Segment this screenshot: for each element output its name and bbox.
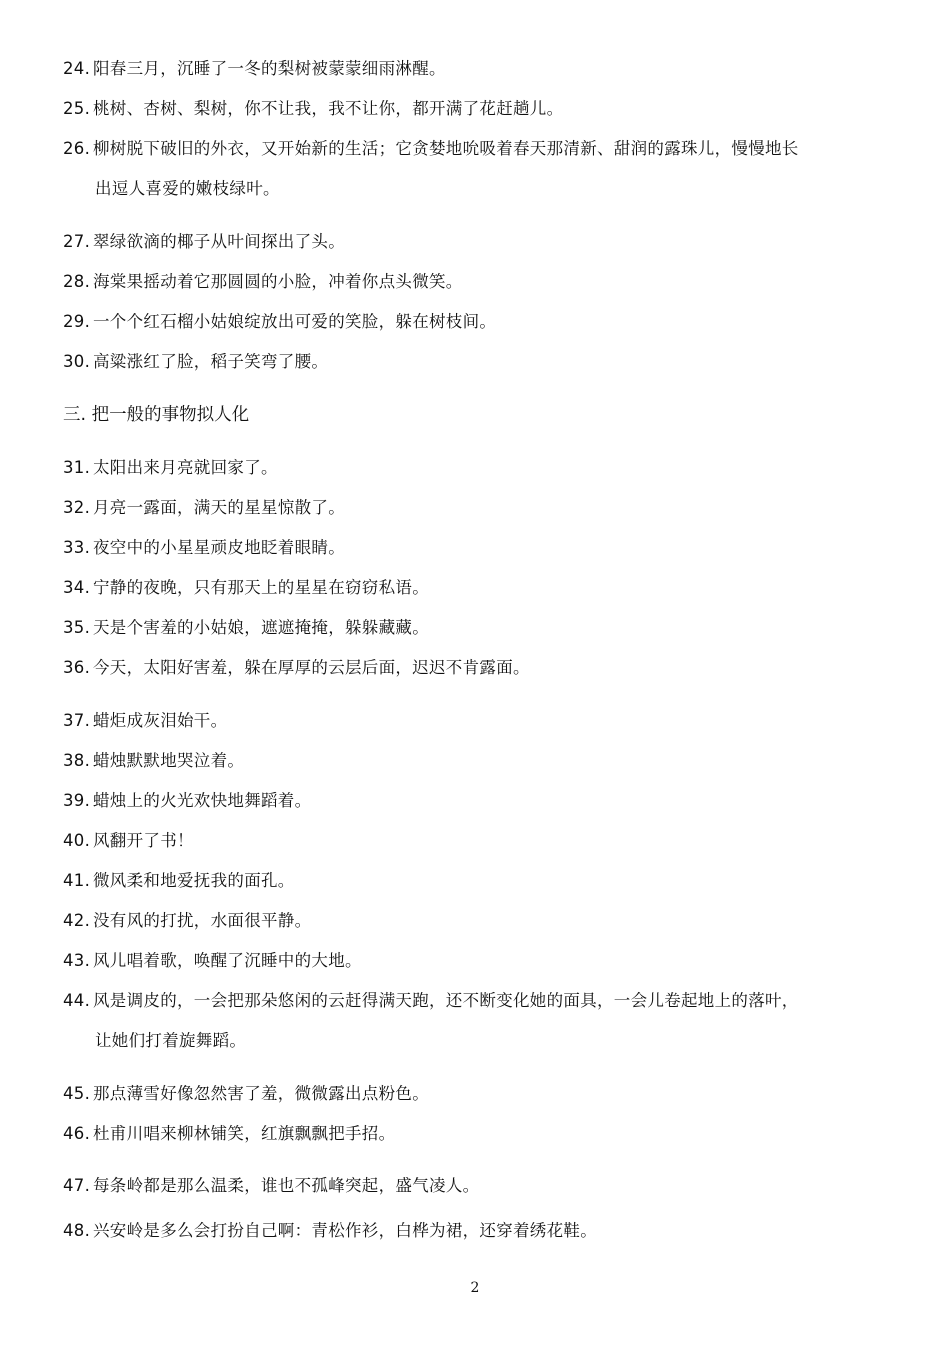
list-item: 39. 蜡烛上的火光欢快地舞蹈着。 [63, 791, 312, 810]
list-item: 43. 风儿唱着歌，唤醒了沉睡中的大地。 [63, 951, 362, 970]
list-item-continuation: 让她们打着旋舞蹈。 [95, 1031, 247, 1050]
list-item: 44. 风是调皮的，一会把那朵悠闲的云赶得满天跑，还不断变化她的面具，一会儿卷起地上的落叶， [63, 991, 799, 1010]
list-item: 32. 月亮一露面，满天的星星惊散了。 [63, 498, 345, 517]
list-item: 31. 太阳出来月亮就回家了。 [63, 458, 278, 477]
list-item: 46. 杜甫川唱来柳林铺笑，红旗飘飘把手招。 [63, 1124, 396, 1143]
list-item: 47. 每条岭都是那么温柔，谁也不孤峰突起，盛气凌人。 [63, 1176, 480, 1195]
list-item: 25. 桃树、杏树、梨树，你不让我，我不让你，都开满了花赶趟儿。 [63, 99, 564, 118]
list-item: 28. 海棠果摇动着它那圆圆的小脸，冲着你点头微笑。 [63, 272, 463, 291]
list-item: 27. 翠绿欲滴的椰子从叶间探出了头。 [63, 232, 345, 251]
list-item: 24. 阳春三月，沉睡了一冬的梨树被蒙蒙细雨淋醒。 [63, 59, 446, 78]
list-item: 38. 蜡烛默默地哭泣着。 [63, 751, 245, 770]
page-number: 2 [470, 1280, 480, 1296]
list-item: 45. 那点薄雪好像忽然害了羞，微微露出点粉色。 [63, 1084, 429, 1103]
list-item: 33. 夜空中的小星星顽皮地眨着眼睛。 [63, 538, 345, 557]
list-item: 35. 天是个害羞的小姑娘，遮遮掩掩，躲躲藏藏。 [63, 618, 429, 637]
list-item: 26. 柳树脱下破旧的外衣，又开始新的生活；它贪婪地吮吸着春天那清新、甜润的露珠儿，慢慢地长 [63, 139, 799, 158]
list-item: 42. 没有风的打扰，水面很平静。 [63, 911, 312, 930]
list-item: 41. 微风柔和地爱抚我的面孔。 [63, 871, 295, 890]
list-item: 37. 蜡炬成灰泪始干。 [63, 711, 228, 730]
list-item-continuation: 出逗人喜爱的嫩枝绿叶。 [95, 179, 280, 198]
list-item: 48. 兴安岭是多么会打扮自己啊：青松作衫，白桦为裙，还穿着绣花鞋。 [63, 1221, 597, 1240]
section-heading: 三. 把一般的事物拟人化 [63, 405, 250, 425]
list-item: 34. 宁静的夜晚，只有那天上的星星在窃窃私语。 [63, 578, 429, 597]
list-item: 40. 风翻开了书！ [63, 831, 194, 850]
list-item: 30. 高粱涨红了脸，稻子笑弯了腰。 [63, 352, 329, 371]
list-item: 36. 今天，太阳好害羞，躲在厚厚的云层后面，迟迟不肯露面。 [63, 658, 530, 677]
list-item: 29. 一个个红石榴小姑娘绽放出可爱的笑脸，躲在树枝间。 [63, 312, 497, 331]
